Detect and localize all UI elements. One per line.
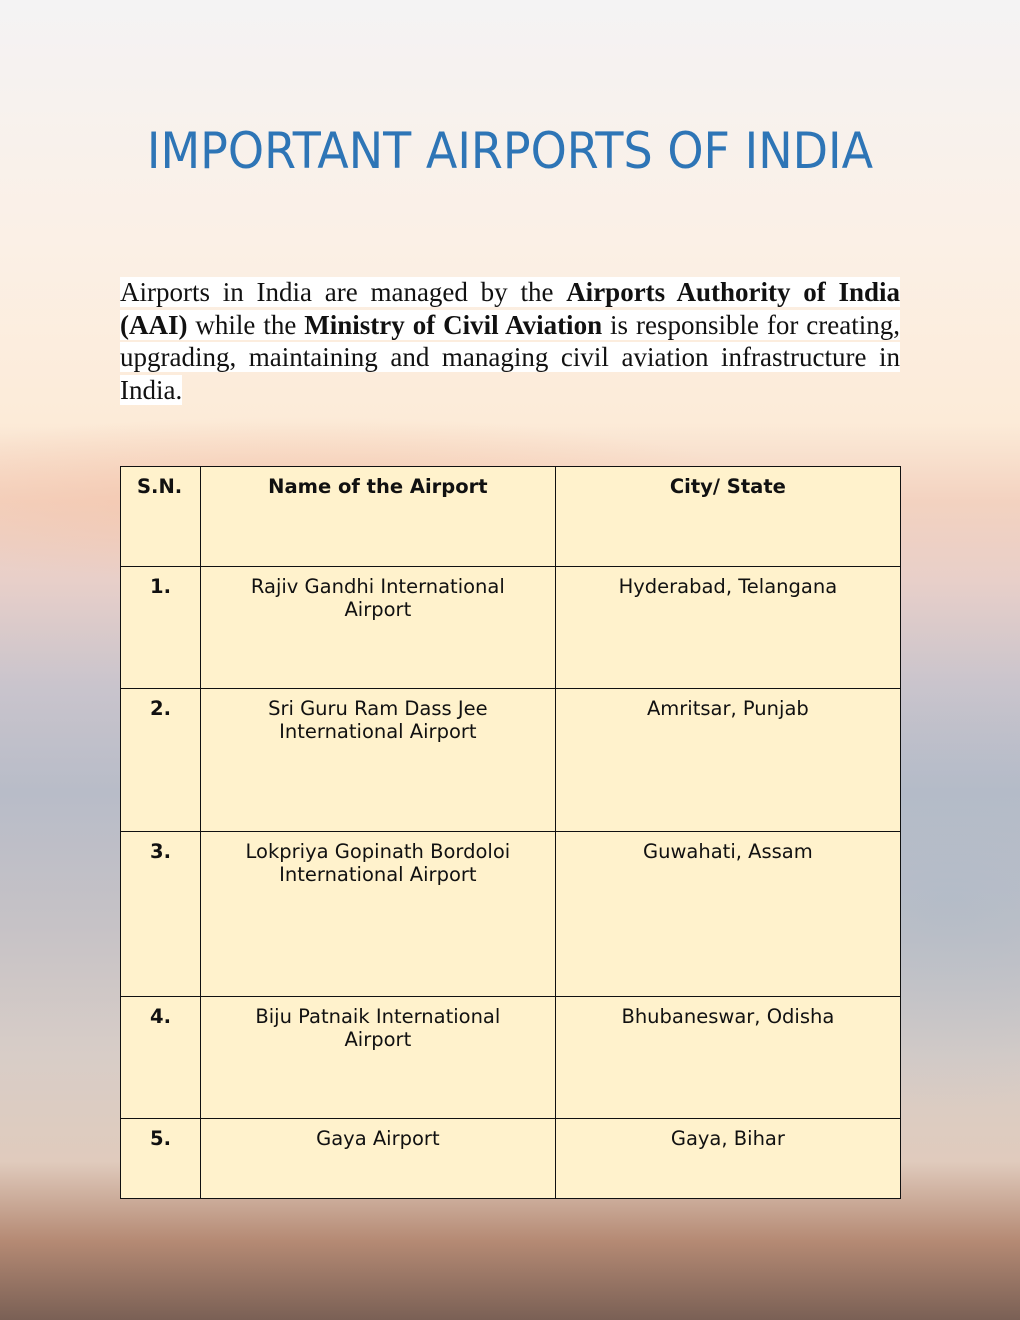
table-row bbox=[121, 1119, 901, 1199]
intro-paragraph bbox=[120, 276, 900, 406]
cell-sn: 5. bbox=[121, 1119, 201, 1199]
page-title: IMPORTANT AIRPORTS OF INDIA bbox=[146, 122, 874, 180]
header-city: City/ State bbox=[555, 467, 900, 567]
cell-city: Gaya, Bihar bbox=[555, 1119, 900, 1199]
intro-text: is responsible for creating, upgrading, maintaining and managing civil aviation infrastructure in India. bbox=[120, 309, 900, 405]
intro-text: Airports in India are managed by the bbox=[120, 277, 567, 307]
cell-city: Amritsar, Punjab bbox=[555, 689, 900, 832]
cell-city: Bhubaneswar, Odisha bbox=[555, 997, 900, 1119]
intro-text: while the bbox=[187, 309, 305, 340]
airport-name: Biju Patnaik International Airport bbox=[255, 1005, 501, 1051]
airport-name: Lokpriya Gopinath Bordoloi International Airport bbox=[245, 840, 511, 886]
table-row bbox=[121, 689, 901, 832]
cell-sn: 1. bbox=[121, 567, 201, 689]
intro-bold-ministry: Ministry of Civil Aviation bbox=[304, 309, 603, 340]
table-header-row bbox=[121, 467, 901, 567]
cell-airport bbox=[200, 832, 555, 997]
table-row bbox=[121, 832, 901, 997]
cell-airport: Gaya Airport bbox=[200, 1119, 555, 1199]
cell-airport bbox=[200, 689, 555, 832]
table-row bbox=[121, 567, 901, 689]
airports-table bbox=[120, 466, 901, 1199]
cell-city: Guwahati, Assam bbox=[555, 832, 900, 997]
table-row bbox=[121, 997, 901, 1119]
header-airport: Name of the Airport bbox=[200, 467, 555, 567]
intro-bold-aai: Airports Authority of India (AAI) bbox=[120, 277, 900, 340]
airport-name: Sri Guru Ram Dass Jee International Airport bbox=[268, 697, 488, 743]
cell-sn: 2. bbox=[121, 689, 201, 832]
cell-city: Hyderabad, Telangana bbox=[555, 567, 900, 689]
cell-sn: 4. bbox=[121, 997, 201, 1119]
header-sn: S.N. bbox=[121, 467, 201, 567]
cell-airport bbox=[200, 997, 555, 1119]
airport-name: Rajiv Gandhi International Airport bbox=[250, 575, 505, 621]
cell-airport bbox=[200, 567, 555, 689]
cell-sn: 3. bbox=[121, 832, 201, 997]
